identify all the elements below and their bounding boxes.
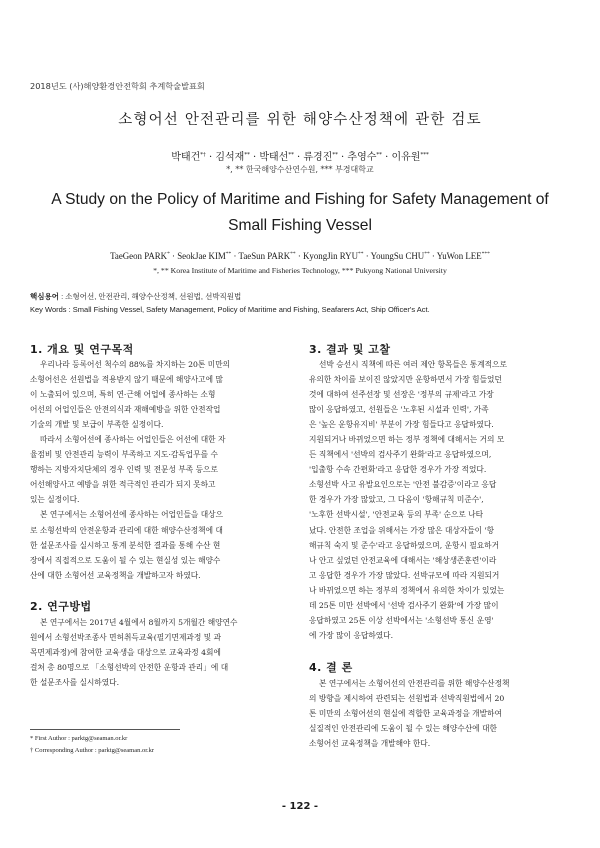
author-ko-name: 김석재 <box>215 152 245 163</box>
author-en-affiliation-mark: ** <box>290 251 296 257</box>
author-ko-affiliation-mark: *† <box>200 152 206 158</box>
affiliation-english: *, ** Korea Institute of Maritime and Fisheries Technology, *** Pukyong National University <box>153 266 447 275</box>
authors-korean <box>0 148 600 163</box>
text-line: 행하는 지방자치단체의 경우 인력 및 전문성 부족 등으로 <box>30 465 218 475</box>
text-line: 든 직책에서 '선박의 검사주기 완화'라고 응답하였으며, <box>309 450 492 460</box>
footnote-first-author: * First Author : parktg@seaman.or.kr <box>30 735 128 742</box>
author-separator: · <box>381 152 392 163</box>
text-line: 해규칙 숙지 및 준수'라고 응답하였으며, 운항시 필요하거 <box>309 540 500 550</box>
text-line: 기술의 개발 및 보급이 부족한 실정이다. <box>30 420 164 430</box>
author-separator: · <box>295 251 304 261</box>
author-en-name: KyongJin RYU <box>303 251 358 261</box>
text-line: 은 '높은 운항유지비' 부분이 가장 힘들다고 응답하였다. <box>309 420 494 430</box>
text-line: 어선해양사고 예방을 위한 적극적인 관리가 되지 못하고 <box>30 480 216 490</box>
section4-heading: 4. 결 론 <box>309 661 353 674</box>
author-ko-name: 추영수 <box>347 152 377 163</box>
text-line: 율점비 및 안전관리 능력이 부족하고 지도·감독업무를 수 <box>30 450 218 460</box>
title-english-line2: Small Fishing Vessel <box>228 217 372 234</box>
author-en-affiliation-mark: * <box>167 251 170 257</box>
section1-heading: 1. 개요 및 연구목적 <box>30 343 134 356</box>
author-ko-affiliation-mark: ** <box>244 152 250 158</box>
text-line: 목면제과정)에 참여한 교육생을 대상으로 교육과정 4회에 <box>30 648 221 658</box>
text-line: 유의한 차이를 보이진 않았지만 운항하면서 가장 힘들었던 <box>309 375 502 385</box>
author-en-affiliation-mark: ** <box>358 251 364 257</box>
text-line: 본 연구에서는 소형어선에 종사하는 어업인들을 대상으 <box>40 510 224 520</box>
section3-body <box>309 357 571 643</box>
keywords-korean-text: : 소형어선, 안전관리, 해양수산정책, 선원법, 선박직원법 <box>58 292 242 301</box>
section1-body <box>30 357 292 583</box>
keywords-korean-label: 핵심용어 <box>30 292 59 301</box>
text-line: 걸쳐 총 80명으로 「소형선박의 안전한 운항과 관리」에 대 <box>30 663 229 673</box>
text-line: 소형어선은 선원법을 적용받지 않기 때문에 해양사고에 많 <box>30 375 223 385</box>
title-korean: 소형어선 안전관리를 위한 해양수산정책에 관한 검토 <box>118 112 482 128</box>
author-en-name: SeokJae KIM <box>177 251 226 261</box>
conference-header: 2018년도 (사)해양환경안전학회 추계학술발표회 <box>30 81 205 91</box>
section4-body <box>309 676 571 751</box>
text-line: 본 연구에서는 2017년 4월에서 8월까지 5개월간 해양연수 <box>40 618 238 627</box>
text-line: 한 설문조사를 실시하고 통계 분석한 결과를 통해 수산 현 <box>30 540 221 550</box>
author-separator: · <box>363 251 371 261</box>
text-line: 소형어선 교육정책을 개발해야 한다. <box>309 739 431 749</box>
text-line: 따라서 소형어선에 종사하는 어업인들은 어선에 대한 자 <box>40 435 226 445</box>
text-line: 나 바뀌었으면 하는 정부의 정책에서 유의한 차이가 있었는 <box>309 585 505 595</box>
author-ko-affiliation-mark: ** <box>288 152 294 158</box>
text-line: 에 가장 많이 응답하였다. <box>309 630 394 640</box>
section2-body <box>30 615 292 690</box>
author-en-affiliation-mark: ** <box>424 251 430 257</box>
author-ko-name: 류경진 <box>303 152 333 163</box>
text-line: 장에서 직접적으로 도움이 될 수 있는 현실성 있는 해양수 <box>30 555 221 565</box>
keywords-english-label: Key Words <box>30 305 67 314</box>
page-number: - 122 - <box>281 801 319 812</box>
text-line: 로 소형선박의 안전운항과 관리에 대한 해양수산정책에 대 <box>30 525 223 535</box>
title-english-line1: A Study on the Policy of Maritime and Fishing for Safety Management of <box>51 191 549 208</box>
text-line: 선박 승선시 직책에 따른 여러 제안 항목들은 통계적으로 <box>319 360 507 369</box>
text-line: 지원되거나 바뀌었으면 하는 정부 정책에 대해서는 거의 모 <box>309 435 505 445</box>
author-ko-name: 박태선 <box>259 152 289 163</box>
text-line: 이 노출되어 있으며, 특히 연·근해 어업에 종사하는 소형 <box>30 390 216 400</box>
text-line: 것에 대하여 선주선장 및 선장은 '정부의 규제'라고 가장 <box>309 390 494 400</box>
keywords-korean <box>30 291 241 302</box>
keywords-english <box>30 305 430 314</box>
text-line: 톤 미만의 소형어선의 현실에 적합한 교육과정을 개발하여 <box>309 709 502 719</box>
author-separator: · <box>205 152 216 163</box>
author-separator: · <box>337 152 348 163</box>
text-line: 응답하였고 25톤 이상 선박에서는 '소형선박 통신 운영' <box>309 615 494 625</box>
author-en-name: TaeGeon PARK <box>110 251 168 261</box>
author-en-affiliation-mark: *** <box>481 251 490 257</box>
text-line: 우리나라 등록어선 척수의 88%를 차지하는 20톤 미만의 <box>40 360 231 369</box>
text-line: 산에 대한 소형어선 교육정책을 개발하고자 하였다. <box>30 570 201 580</box>
text-line: '노후한 선박시설', '안전교육 등의 부족' 순으로 나타 <box>309 510 484 520</box>
text-line: 났다. 안전한 조업을 위해서는 가장 많은 대상자들이 '항 <box>309 525 495 535</box>
author-en-name: TaeSun PARK <box>238 251 291 261</box>
footnote-corresponding-author: † Corresponding Author : parktg@seaman.or.kr <box>30 747 155 754</box>
author-separator: · <box>429 251 437 261</box>
author-ko-name: 이유원 <box>391 152 421 163</box>
text-line: 본 연구에서는 소형어선의 안전관리를 위한 해양수산정책 <box>319 679 510 688</box>
affiliation-korean: *, ** 한국해양수산연수원, *** 부경대학교 <box>226 165 374 174</box>
author-ko-affiliation-mark: ** <box>332 152 338 158</box>
text-line: 실질적인 안전관리에 도움이 될 수 있는 해양수산에 대한 <box>309 724 497 734</box>
text-line: 한 경우가 가장 많았고, 그 다음이 '항해규칙 미준수', <box>309 495 484 505</box>
author-separator: · <box>293 152 304 163</box>
text-line: 원에서 소형선박조종사 면허취득교육(필기면제과정 및 과 <box>30 633 222 643</box>
author-en-name: YuWon LEE <box>436 251 482 261</box>
author-separator: · <box>169 251 178 261</box>
author-separator: · <box>249 152 260 163</box>
text-line: 있는 실정이다. <box>30 495 80 505</box>
section3-heading: 3. 결과 및 고찰 <box>309 343 391 356</box>
author-en-name: YoungSu CHU <box>370 251 425 261</box>
author-ko-affiliation-mark: ** <box>376 152 382 158</box>
text-line: 의 방향을 제시하여 관련되는 선원법과 선박직원법에서 20 <box>309 694 505 704</box>
author-ko-affiliation-mark: *** <box>420 152 429 158</box>
section2-heading: 2. 연구방법 <box>30 600 92 613</box>
author-separator: · <box>231 251 239 261</box>
authors-english <box>0 251 600 261</box>
author-ko-name: 박태건 <box>171 152 201 163</box>
author-en-affiliation-mark: ** <box>225 251 232 257</box>
text-line: 나 안고 싶었던 안전교육에 대해서는 '해상생존훈련'이라 <box>309 555 497 565</box>
text-line: 데 25톤 미만 선박에서 '선박 검사주기 완화'에 가장 많이 <box>309 600 499 610</box>
keywords-english-text: : Small Fishing Vessel, Safety Management, Policy of Maritime and Fishing, Seafarers Act, Ship Officer's Act. <box>66 305 430 314</box>
text-line: 어선의 어업인들은 안전의식과 재해예방을 위한 안전작업 <box>30 405 221 415</box>
text-line: 한 설문조사를 실시하였다. <box>30 678 120 688</box>
text-line: 많이 응답하였고, 선원들은 '노후된 시설과 인력', 가족 <box>309 405 489 415</box>
text-line: 고 응답한 경우가 가장 많았다. 선박규모에 따라 지원되거 <box>309 570 500 580</box>
title-english <box>0 187 600 239</box>
text-line: '입출항 수속 간편화'라고 응답한 경우가 가장 적었다. <box>309 465 487 475</box>
text-line: 소형선박 사고 유발요인으로는 '안전 불감증'이라고 응답 <box>309 480 497 490</box>
footnote-divider <box>30 729 180 730</box>
